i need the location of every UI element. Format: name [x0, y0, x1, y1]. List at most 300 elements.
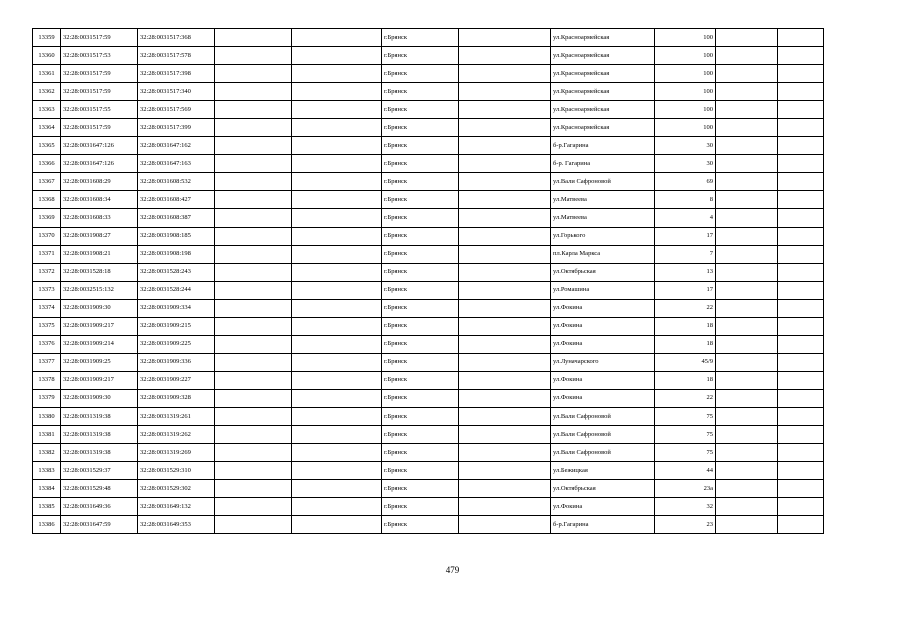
cell-empty — [292, 119, 382, 137]
cell-empty — [716, 245, 778, 263]
cell-empty — [716, 444, 778, 462]
cell-empty — [778, 119, 824, 137]
cell-empty — [459, 407, 551, 425]
cell-object-cadastral-number: 32:28:0031908:185 — [138, 227, 215, 245]
cell-cadastral-number: 32:28:0031319:38 — [61, 426, 138, 444]
cell-cadastral-number: 32:28:0031529:37 — [61, 462, 138, 480]
cell-empty — [778, 281, 824, 299]
cell-house-number: 17 — [655, 281, 716, 299]
cell-cadastral-number: 32:28:0031908:27 — [61, 227, 138, 245]
cell-empty — [459, 245, 551, 263]
cell-empty — [292, 407, 382, 425]
cell-empty — [215, 209, 292, 227]
cell-city: г.Брянск — [382, 462, 459, 480]
table-row — [33, 335, 824, 353]
cell-empty — [215, 299, 292, 317]
cell-empty — [215, 281, 292, 299]
cell-object-cadastral-number: 32:28:0031529:302 — [138, 480, 215, 498]
cell-empty — [215, 119, 292, 137]
cell-house-number: 18 — [655, 371, 716, 389]
cell-empty — [778, 353, 824, 371]
table-row — [33, 173, 824, 191]
cell-cadastral-number: 32:28:0031517:59 — [61, 119, 138, 137]
cell-cadastral-number: 32:28:0031517:53 — [61, 47, 138, 65]
cell-street: ул.Матвеева — [551, 191, 655, 209]
cell-street: б-р.Гагарина — [551, 137, 655, 155]
cell-record-number: 13376 — [33, 335, 61, 353]
cell-empty — [292, 101, 382, 119]
cell-cadastral-number: 32:28:0031909:217 — [61, 371, 138, 389]
cell-street: ул.Фокина — [551, 335, 655, 353]
cell-empty — [778, 498, 824, 516]
cell-record-number: 13372 — [33, 263, 61, 281]
registry-table — [32, 28, 824, 534]
cell-object-cadastral-number: 32:28:0031909:227 — [138, 371, 215, 389]
cell-empty — [292, 480, 382, 498]
cell-record-number: 13370 — [33, 227, 61, 245]
cell-city: г.Брянск — [382, 173, 459, 191]
table-row — [33, 389, 824, 407]
cell-street: ул.Красноармейская — [551, 119, 655, 137]
cell-empty — [459, 101, 551, 119]
cell-house-number: 18 — [655, 335, 716, 353]
cell-street: ул.Красноармейская — [551, 65, 655, 83]
cell-object-cadastral-number: 32:28:0031517:578 — [138, 47, 215, 65]
cell-empty — [778, 83, 824, 101]
cell-empty — [215, 426, 292, 444]
cell-street: ул.Фокина — [551, 389, 655, 407]
table-row — [33, 426, 824, 444]
cell-empty — [778, 516, 824, 534]
cell-house-number: 17 — [655, 227, 716, 245]
cell-city: г.Брянск — [382, 137, 459, 155]
cell-record-number: 13375 — [33, 317, 61, 335]
cell-street: ул.Красноармейская — [551, 83, 655, 101]
cell-city: г.Брянск — [382, 209, 459, 227]
cell-record-number: 13386 — [33, 516, 61, 534]
cell-empty — [778, 65, 824, 83]
cell-city: г.Брянск — [382, 83, 459, 101]
cell-street: ул.Фокина — [551, 371, 655, 389]
cell-empty — [459, 119, 551, 137]
cell-record-number: 13371 — [33, 245, 61, 263]
cell-city: г.Брянск — [382, 335, 459, 353]
cell-street: ул.Красноармейская — [551, 101, 655, 119]
table-row — [33, 65, 824, 83]
cell-empty — [292, 353, 382, 371]
cell-cadastral-number: 32:28:0031517:59 — [61, 65, 138, 83]
cell-object-cadastral-number: 32:28:0031649:353 — [138, 516, 215, 534]
cell-city: г.Брянск — [382, 155, 459, 173]
cell-empty — [459, 137, 551, 155]
cell-object-cadastral-number: 32:28:0031319:262 — [138, 426, 215, 444]
cell-record-number: 13366 — [33, 155, 61, 173]
cell-cadastral-number: 32:28:0031517:59 — [61, 83, 138, 101]
cell-empty — [778, 101, 824, 119]
cell-object-cadastral-number: 32:28:0031909:334 — [138, 299, 215, 317]
cell-city: г.Брянск — [382, 498, 459, 516]
cell-empty — [292, 498, 382, 516]
cell-cadastral-number: 32:28:0031517:55 — [61, 101, 138, 119]
cell-empty — [716, 101, 778, 119]
cell-street: б-р.Гагарина — [551, 516, 655, 534]
cell-empty — [778, 29, 824, 47]
cell-empty — [292, 137, 382, 155]
cell-record-number: 13369 — [33, 209, 61, 227]
cell-empty — [215, 480, 292, 498]
table-row — [33, 83, 824, 101]
cell-object-cadastral-number: 32:28:0031908:198 — [138, 245, 215, 263]
cell-city: г.Брянск — [382, 480, 459, 498]
cell-object-cadastral-number: 32:28:0031517:398 — [138, 65, 215, 83]
cell-empty — [292, 155, 382, 173]
cell-object-cadastral-number: 32:28:0031528:243 — [138, 263, 215, 281]
cell-empty — [459, 65, 551, 83]
cell-house-number: 8 — [655, 191, 716, 209]
cell-empty — [459, 299, 551, 317]
cell-cadastral-number: 32:28:0031909:214 — [61, 335, 138, 353]
cell-house-number: 44 — [655, 462, 716, 480]
cell-city: г.Брянск — [382, 426, 459, 444]
cell-house-number: 100 — [655, 83, 716, 101]
cell-empty — [292, 209, 382, 227]
table-row — [33, 480, 824, 498]
cell-empty — [215, 155, 292, 173]
cell-empty — [459, 209, 551, 227]
cell-empty — [716, 299, 778, 317]
cell-object-cadastral-number: 32:28:0031909:225 — [138, 335, 215, 353]
cell-cadastral-number: 32:28:0031517:59 — [61, 29, 138, 47]
cell-cadastral-number: 32:28:0031909:30 — [61, 389, 138, 407]
cell-empty — [215, 83, 292, 101]
cell-empty — [459, 516, 551, 534]
cell-city: г.Брянск — [382, 119, 459, 137]
cell-street: ул.Горького — [551, 227, 655, 245]
cell-house-number: 100 — [655, 65, 716, 83]
cell-empty — [716, 209, 778, 227]
cell-empty — [459, 47, 551, 65]
cell-house-number: 13 — [655, 263, 716, 281]
cell-street: ул.Красноармейская — [551, 47, 655, 65]
table-row — [33, 137, 824, 155]
table-row — [33, 191, 824, 209]
cell-empty — [215, 389, 292, 407]
cell-empty — [778, 263, 824, 281]
cell-empty — [716, 353, 778, 371]
cell-record-number: 13380 — [33, 407, 61, 425]
cell-cadastral-number: 32:28:0032515:132 — [61, 281, 138, 299]
cell-empty — [778, 137, 824, 155]
cell-city: г.Брянск — [382, 101, 459, 119]
table-row — [33, 462, 824, 480]
cell-empty — [292, 245, 382, 263]
cell-empty — [215, 263, 292, 281]
cell-record-number: 13373 — [33, 281, 61, 299]
cell-street: ул.Вали Сафроновой — [551, 173, 655, 191]
cell-empty — [778, 47, 824, 65]
cell-city: г.Брянск — [382, 516, 459, 534]
cell-record-number: 13379 — [33, 389, 61, 407]
table-row — [33, 516, 824, 534]
cell-empty — [215, 137, 292, 155]
cell-object-cadastral-number: 32:28:0031529:310 — [138, 462, 215, 480]
cell-empty — [292, 227, 382, 245]
cell-city: г.Брянск — [382, 317, 459, 335]
cell-empty — [292, 191, 382, 209]
cell-city: г.Брянск — [382, 299, 459, 317]
cell-street: ул.Октябрьская — [551, 480, 655, 498]
cell-street: ул.Красноармейская — [551, 29, 655, 47]
cell-empty — [778, 155, 824, 173]
cell-record-number: 13378 — [33, 371, 61, 389]
cell-empty — [459, 389, 551, 407]
cell-empty — [716, 227, 778, 245]
cell-record-number: 13377 — [33, 353, 61, 371]
cell-house-number: 4 — [655, 209, 716, 227]
cell-empty — [292, 426, 382, 444]
cell-object-cadastral-number: 32:28:0031649:132 — [138, 498, 215, 516]
cell-street: ул.Фокина — [551, 299, 655, 317]
cell-empty — [716, 263, 778, 281]
cell-cadastral-number: 32:28:0031909:30 — [61, 299, 138, 317]
cell-empty — [215, 498, 292, 516]
cell-cadastral-number: 32:28:0031528:18 — [61, 263, 138, 281]
cell-empty — [716, 119, 778, 137]
cell-house-number: 23 — [655, 516, 716, 534]
table-row — [33, 155, 824, 173]
cell-empty — [778, 317, 824, 335]
table-row — [33, 263, 824, 281]
cell-city: г.Брянск — [382, 263, 459, 281]
cell-empty — [292, 389, 382, 407]
cell-empty — [215, 101, 292, 119]
table-row — [33, 317, 824, 335]
cell-record-number: 13360 — [33, 47, 61, 65]
cell-empty — [778, 444, 824, 462]
cell-empty — [459, 498, 551, 516]
cell-empty — [292, 83, 382, 101]
cell-city: г.Брянск — [382, 245, 459, 263]
table-row — [33, 281, 824, 299]
cell-object-cadastral-number: 32:28:0031517:569 — [138, 101, 215, 119]
table-body — [33, 29, 824, 534]
cell-empty — [459, 480, 551, 498]
cell-empty — [778, 371, 824, 389]
cell-city: г.Брянск — [382, 444, 459, 462]
cell-record-number: 13368 — [33, 191, 61, 209]
cell-empty — [459, 263, 551, 281]
cell-object-cadastral-number: 32:28:0031909:336 — [138, 353, 215, 371]
cell-object-cadastral-number: 32:28:0031909:328 — [138, 389, 215, 407]
cell-house-number: 45/9 — [655, 353, 716, 371]
cell-record-number: 13361 — [33, 65, 61, 83]
cell-record-number: 13383 — [33, 462, 61, 480]
cell-empty — [459, 335, 551, 353]
cell-empty — [292, 281, 382, 299]
cell-empty — [215, 317, 292, 335]
cell-city: г.Брянск — [382, 353, 459, 371]
cell-house-number: 30 — [655, 137, 716, 155]
cell-house-number: 22 — [655, 389, 716, 407]
cell-empty — [292, 317, 382, 335]
cell-empty — [778, 335, 824, 353]
cell-empty — [215, 335, 292, 353]
cell-empty — [215, 462, 292, 480]
table-row — [33, 498, 824, 516]
cell-object-cadastral-number: 32:28:0031319:261 — [138, 407, 215, 425]
cell-empty — [215, 29, 292, 47]
cell-empty — [716, 83, 778, 101]
cell-cadastral-number: 32:28:0031909:25 — [61, 353, 138, 371]
cell-empty — [716, 29, 778, 47]
table-row — [33, 227, 824, 245]
table-row — [33, 29, 824, 47]
cell-house-number: 23а — [655, 480, 716, 498]
table-row — [33, 371, 824, 389]
cell-house-number: 75 — [655, 444, 716, 462]
cell-empty — [778, 299, 824, 317]
cell-empty — [778, 209, 824, 227]
cell-empty — [292, 47, 382, 65]
cell-house-number: 100 — [655, 47, 716, 65]
cell-cadastral-number: 32:28:0031909:217 — [61, 317, 138, 335]
cell-cadastral-number: 32:28:0031319:38 — [61, 444, 138, 462]
cell-empty — [459, 317, 551, 335]
cell-empty — [215, 444, 292, 462]
cell-empty — [716, 65, 778, 83]
table-row — [33, 101, 824, 119]
cell-house-number: 22 — [655, 299, 716, 317]
cell-empty — [459, 444, 551, 462]
cell-empty — [292, 462, 382, 480]
cell-empty — [459, 281, 551, 299]
cell-empty — [716, 335, 778, 353]
cell-city: г.Брянск — [382, 389, 459, 407]
cell-street: б-р. Гагарина — [551, 155, 655, 173]
cell-empty — [459, 353, 551, 371]
cell-street: ул.Вали Сафроновой — [551, 444, 655, 462]
cell-cadastral-number: 32:28:0031649:36 — [61, 498, 138, 516]
cell-city: г.Брянск — [382, 47, 459, 65]
cell-empty — [716, 281, 778, 299]
table-row — [33, 407, 824, 425]
cell-empty — [292, 444, 382, 462]
cell-cadastral-number: 32:28:0031608:29 — [61, 173, 138, 191]
cell-empty — [292, 516, 382, 534]
cell-house-number: 69 — [655, 173, 716, 191]
cell-object-cadastral-number: 32:28:0031909:215 — [138, 317, 215, 335]
cell-object-cadastral-number: 32:28:0031517:368 — [138, 29, 215, 47]
cell-street: ул.Октябрьская — [551, 263, 655, 281]
cell-street: ул.Фокина — [551, 317, 655, 335]
cell-street: ул.Фокина — [551, 498, 655, 516]
cell-empty — [778, 426, 824, 444]
cell-record-number: 13374 — [33, 299, 61, 317]
cell-house-number: 18 — [655, 317, 716, 335]
cell-empty — [778, 480, 824, 498]
cell-empty — [778, 227, 824, 245]
cell-object-cadastral-number: 32:28:0031319:269 — [138, 444, 215, 462]
cell-street: ул.Матвеева — [551, 209, 655, 227]
table-row — [33, 299, 824, 317]
cell-street: ул.Вали Сафроновой — [551, 426, 655, 444]
cell-empty — [292, 173, 382, 191]
cell-empty — [215, 516, 292, 534]
cell-cadastral-number: 32:28:0031647:59 — [61, 516, 138, 534]
cell-empty — [716, 155, 778, 173]
cell-empty — [459, 462, 551, 480]
cell-cadastral-number: 32:28:0031319:38 — [61, 407, 138, 425]
cell-empty — [459, 227, 551, 245]
cell-empty — [215, 245, 292, 263]
cell-record-number: 13364 — [33, 119, 61, 137]
cell-empty — [716, 407, 778, 425]
cell-empty — [778, 173, 824, 191]
cell-record-number: 13363 — [33, 101, 61, 119]
cell-empty — [292, 263, 382, 281]
cell-empty — [459, 29, 551, 47]
cell-street: ул.Вали Сафроновой — [551, 407, 655, 425]
cell-empty — [215, 407, 292, 425]
cell-empty — [716, 426, 778, 444]
cell-city: г.Брянск — [382, 65, 459, 83]
table-row — [33, 444, 824, 462]
cell-empty — [459, 155, 551, 173]
cell-record-number: 13359 — [33, 29, 61, 47]
table-row — [33, 353, 824, 371]
cell-house-number: 75 — [655, 407, 716, 425]
cell-object-cadastral-number: 32:28:0031608:427 — [138, 191, 215, 209]
cell-empty — [778, 245, 824, 263]
cell-object-cadastral-number: 32:28:0031647:162 — [138, 137, 215, 155]
cell-empty — [459, 191, 551, 209]
table-row — [33, 209, 824, 227]
cell-empty — [459, 371, 551, 389]
cell-empty — [459, 173, 551, 191]
cell-empty — [215, 227, 292, 245]
cell-cadastral-number: 32:28:0031608:34 — [61, 191, 138, 209]
cell-object-cadastral-number: 32:28:0031608:532 — [138, 173, 215, 191]
cell-empty — [778, 462, 824, 480]
cell-city: г.Брянск — [382, 371, 459, 389]
cell-empty — [215, 47, 292, 65]
cell-record-number: 13365 — [33, 137, 61, 155]
cell-empty — [215, 353, 292, 371]
cell-empty — [716, 317, 778, 335]
cell-object-cadastral-number: 32:28:0031647:163 — [138, 155, 215, 173]
table-row — [33, 245, 824, 263]
cell-empty — [292, 29, 382, 47]
cell-record-number: 13367 — [33, 173, 61, 191]
table-row — [33, 119, 824, 137]
cell-cadastral-number: 32:28:0031608:33 — [61, 209, 138, 227]
cell-empty — [716, 137, 778, 155]
cell-empty — [716, 389, 778, 407]
cell-empty — [778, 191, 824, 209]
cell-empty — [292, 371, 382, 389]
cell-record-number: 13362 — [33, 83, 61, 101]
cell-empty — [215, 191, 292, 209]
cell-house-number: 75 — [655, 426, 716, 444]
cell-empty — [459, 83, 551, 101]
cell-empty — [716, 47, 778, 65]
cell-street: пл.Карла Маркса — [551, 245, 655, 263]
cell-empty — [292, 299, 382, 317]
cell-record-number: 13382 — [33, 444, 61, 462]
cell-cadastral-number: 32:28:0031647:126 — [61, 137, 138, 155]
cell-empty — [778, 407, 824, 425]
table-row — [33, 47, 824, 65]
